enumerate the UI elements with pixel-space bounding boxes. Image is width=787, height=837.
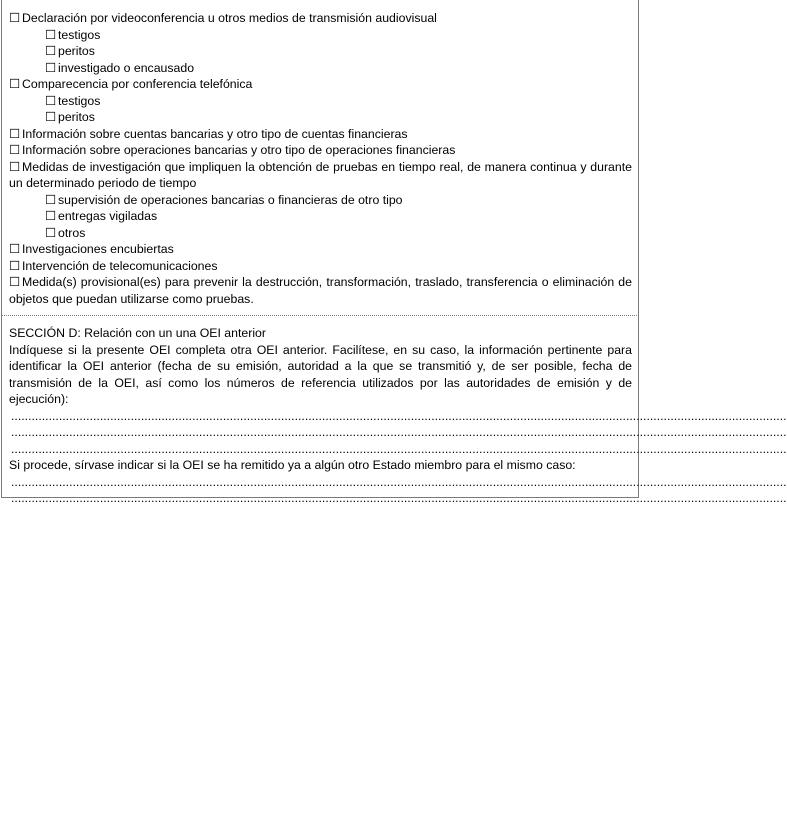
checkbox-icon[interactable]: ☐ [9,11,21,25]
checklist-label: testigos [58,27,101,42]
checkbox-icon[interactable]: ☐ [9,159,21,174]
checkbox-icon[interactable]: ☐ [45,93,57,108]
checklist-subitem[interactable] [9,43,632,60]
checklist-label: Medida(s) provisional(es) para prevenir la destrucción, transformación, traslado, transferencia o eliminación de objetos que puedan utilizarse como pruebas. [9,275,632,306]
checklist-label: investigado o encausado [58,60,195,75]
checkbox-icon[interactable]: ☐ [9,126,21,141]
checkbox-icon[interactable]: ☐ [45,44,57,58]
checklist-label: otros [58,225,86,240]
checklist-item[interactable] [9,10,632,27]
measure-checklist [9,10,632,307]
checklist-subitem[interactable] [9,192,632,209]
answer-line-4[interactable]: ................................................................................................................................................................................................................................... [11,474,787,489]
checklist-label: testigos [58,93,101,108]
checklist-subitem[interactable] [9,225,632,242]
checklist-label: supervisión de operaciones bancarias o financieras de otro tipo [58,192,403,207]
checkbox-icon[interactable]: ☐ [45,27,57,42]
checkbox-icon[interactable]: ☐ [45,60,57,75]
section-d-instruction: Indíquese si la presente OEI completa otra OEI anterior. Facilítese, en su caso, la información pertinente para identificar la OEI anterior (fecha de su emisión, autoridad a la que se transmitió y, de ser posible, fecha de transmisión de la OEI, así como los números de referencia utilizados por las autoridades de emisión y de ejecución): [9,342,632,406]
checklist-item[interactable] [9,241,632,258]
checklist-label: Investigaciones encubiertas [22,242,174,256]
checklist-label: Información sobre operaciones bancarias y otro tipo de operaciones financieras [22,143,456,157]
section-d-box [1,316,787,505]
section-c-measures-box [1,0,639,316]
checklist-label: peritos [58,110,95,124]
checkbox-icon[interactable]: ☐ [45,225,57,240]
answer-line-3[interactable]: ................................................................................................................................................................................................................................... [11,441,787,456]
section-d-question: Si procede, sírvase indicar si la OEI se ha remitido ya a algún otro Estado miembro para el mismo caso: [9,458,576,472]
checklist-subitem[interactable] [9,27,632,44]
checklist-item[interactable] [9,159,632,192]
checklist-subitem[interactable] [9,208,632,225]
checklist-label: peritos [58,44,95,58]
checklist-item[interactable] [9,258,632,275]
checkbox-icon[interactable]: ☐ [9,258,21,273]
checklist-label: Medidas de investigación que impliquen la obtención de pruebas en tiempo real, de manera continua y durante un determinado periodo de tiempo [9,159,632,190]
checkbox-icon[interactable]: ☐ [9,275,21,289]
checkbox-icon[interactable]: ☐ [9,77,21,91]
checklist-subitem[interactable] [9,60,632,77]
checklist-label: Comparecencia por conferencia telefónica [22,77,253,91]
checkbox-icon[interactable]: ☐ [45,209,57,223]
checklist-item[interactable] [9,76,632,93]
answer-line-1[interactable]: ................................................................................................................................................................................................................................... [11,408,787,423]
checkbox-icon[interactable]: ☐ [9,242,21,256]
checklist-subitem[interactable] [9,93,632,110]
checklist-label: Declaración por videoconferencia u otros medios de transmisión audiovisual [22,11,437,25]
checklist-label: entregas vigiladas [58,209,158,223]
checkbox-icon[interactable]: ☐ [45,110,57,124]
checklist-label: Intervención de telecomunicaciones [22,258,218,273]
checkbox-icon[interactable]: ☐ [9,143,21,157]
checklist-item[interactable] [9,274,632,307]
answer-line-2[interactable]: ................................................................................................................................................................................................................................... [11,425,787,439]
checkbox-icon[interactable]: ☐ [45,192,57,207]
checklist-item[interactable] [9,142,632,159]
checklist-item[interactable] [9,126,632,143]
checklist-subitem[interactable] [9,109,632,126]
section-d-title: SECCIÓN D: Relación con un una OEI anterior [9,326,266,340]
checklist-label: Información sobre cuentas bancarias y otro tipo de cuentas financieras [22,126,408,141]
answer-line-5[interactable]: ................................................................................................................................................................................................................................... [11,491,787,505]
